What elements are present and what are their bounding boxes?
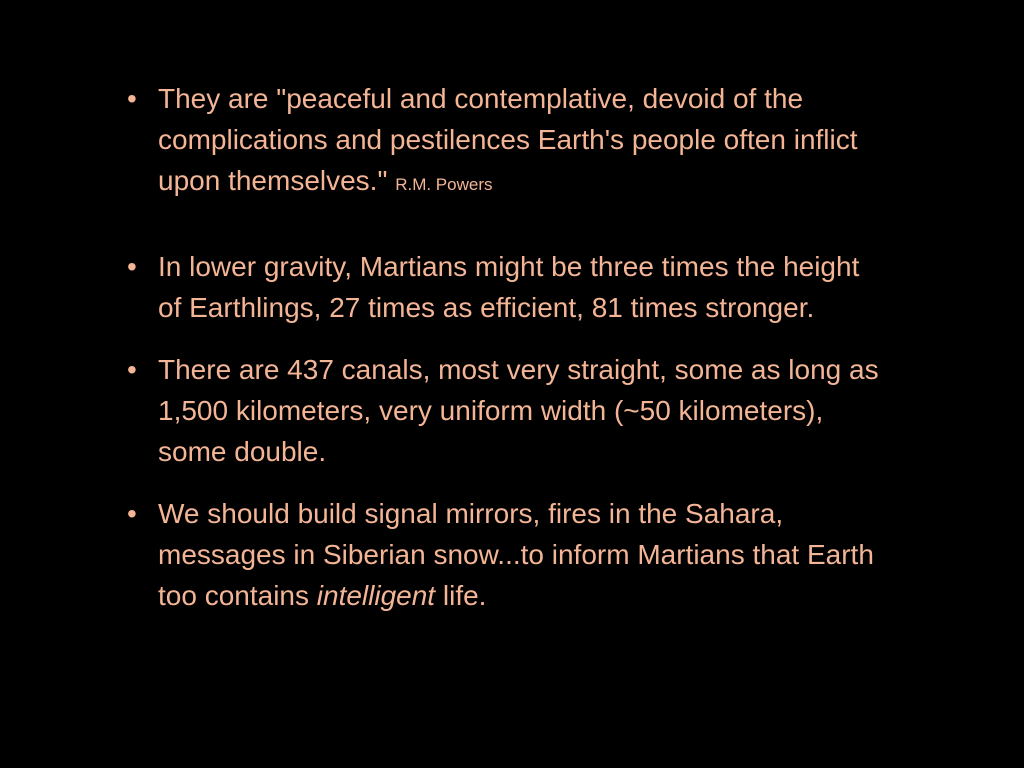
bullet-point-icon: • <box>127 251 137 282</box>
bullet-item-gravity <box>122 246 882 328</box>
bullet-text: There are 437 canals, most very straight, some as long as 1,500 kilometers, very uniform width (~50 kilometers), some double. <box>158 354 879 467</box>
bullet-text: In lower gravity, Martians might be three times the height of Earthlings, 27 times as efficient, 81 times stronger. <box>158 251 860 323</box>
bullet-item-signals <box>122 493 882 616</box>
bullet-point-icon: • <box>127 498 137 529</box>
bullet-text-before: We should build signal mirrors, fires in the Sahara, messages in Siberian snow...to inform Martians that Earth too contains <box>158 498 874 611</box>
bullet-item-canals <box>122 349 882 472</box>
bullet-text: They are "peaceful and contemplative, devoid of the complications and pestilences Earth's people often inflict upon themselves." <box>158 83 858 196</box>
bullet-point-icon: • <box>127 354 137 385</box>
emphasized-word: intelligent <box>316 580 436 611</box>
quote-attribution: R.M. Powers <box>395 175 493 194</box>
bullet-item-powers-quote <box>122 78 882 205</box>
bullet-point-icon: • <box>127 83 137 114</box>
bullet-list <box>122 78 882 616</box>
bullet-text-after: life. <box>442 580 487 611</box>
